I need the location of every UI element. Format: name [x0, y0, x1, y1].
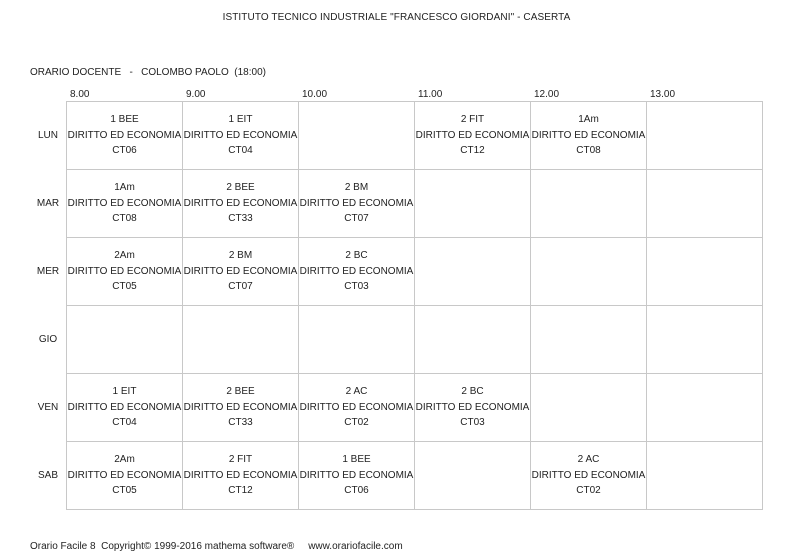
- lesson-class: 2 BM: [228, 250, 253, 262]
- lesson-class: 2Am: [114, 250, 135, 262]
- hour-label: 8.00: [70, 89, 90, 100]
- lesson-class: 1 BEE: [342, 454, 371, 466]
- empty-cell: [299, 306, 415, 374]
- lesson-subject: DIRITTO ED ECONOMIA: [67, 197, 182, 209]
- lesson-class: 2 AC: [345, 386, 368, 398]
- lesson-subject: DIRITTO ED ECONOMIA: [299, 197, 414, 209]
- lesson-class: 2 FIT: [460, 114, 485, 126]
- lesson-room: CT04: [112, 417, 137, 429]
- day-row: [30, 306, 763, 374]
- lesson-cell: [415, 374, 531, 442]
- lesson-cell: [299, 170, 415, 238]
- lesson-class: 1 EIT: [228, 114, 253, 126]
- lesson-subject: DIRITTO ED ECONOMIA: [183, 469, 298, 481]
- day-row: [30, 374, 763, 442]
- lesson-class: 1 EIT: [112, 386, 137, 398]
- lesson-cell: [183, 442, 299, 510]
- empty-cell: [415, 306, 531, 374]
- empty-cell: [647, 102, 763, 170]
- lesson-subject: DIRITTO ED ECONOMIA: [67, 129, 182, 141]
- day-row: [30, 170, 763, 238]
- empty-cell: [647, 374, 763, 442]
- empty-cell: [183, 306, 299, 374]
- lesson-cell: [299, 442, 415, 510]
- day-label: GIO: [38, 333, 58, 345]
- lesson-cell: [67, 238, 183, 306]
- lesson-cell: [183, 238, 299, 306]
- lesson-class: 2 FIT: [228, 454, 253, 466]
- day-label: LUN: [37, 129, 58, 141]
- day-row: [30, 442, 763, 510]
- empty-cell: [299, 102, 415, 170]
- day-label: MER: [36, 265, 60, 277]
- teacher-schedule-heading: ORARIO DOCENTE - COLOMBO PAOLO (18:00): [30, 67, 266, 78]
- hour-header-row: [0, 89, 793, 101]
- lesson-subject: DIRITTO ED ECONOMIA: [67, 469, 182, 481]
- lesson-room: CT07: [228, 281, 253, 293]
- day-label: MAR: [36, 197, 60, 209]
- lesson-room: CT12: [228, 485, 253, 497]
- hour-label: 9.00: [186, 89, 206, 100]
- empty-cell: [415, 238, 531, 306]
- day-label: SAB: [37, 469, 58, 481]
- lesson-room: CT08: [576, 145, 601, 157]
- day-label: VEN: [37, 401, 59, 413]
- lesson-subject: DIRITTO ED ECONOMIA: [415, 129, 530, 141]
- lesson-cell: [531, 102, 647, 170]
- lesson-class: 2 BEE: [226, 386, 255, 398]
- lesson-subject: DIRITTO ED ECONOMIA: [415, 401, 530, 413]
- lesson-cell: [415, 102, 531, 170]
- lesson-subject: DIRITTO ED ECONOMIA: [67, 401, 182, 413]
- hour-label: 11.00: [418, 89, 443, 100]
- lesson-cell: [299, 238, 415, 306]
- hour-label: 12.00: [534, 89, 560, 100]
- copyright-footer: Orario Facile 8 Copyright© 1999-2016 mathema software® www.orariofacile.com: [30, 541, 403, 552]
- empty-cell: [531, 306, 647, 374]
- lesson-room: CT03: [344, 281, 369, 293]
- lesson-class: 1Am: [578, 114, 599, 126]
- lesson-class: 2 BEE: [226, 182, 255, 194]
- lesson-cell: [67, 374, 183, 442]
- lesson-cell: [67, 442, 183, 510]
- empty-cell: [647, 238, 763, 306]
- lesson-cell: [531, 442, 647, 510]
- empty-cell: [647, 170, 763, 238]
- empty-cell: [647, 306, 763, 374]
- hour-label: 10.00: [302, 89, 328, 100]
- lesson-subject: DIRITTO ED ECONOMIA: [183, 401, 298, 413]
- lesson-room: CT06: [112, 145, 137, 157]
- day-row: [30, 238, 763, 306]
- lesson-subject: DIRITTO ED ECONOMIA: [299, 401, 414, 413]
- lesson-cell: [67, 102, 183, 170]
- lesson-room: CT02: [344, 417, 369, 429]
- empty-cell: [415, 442, 531, 510]
- lesson-subject: DIRITTO ED ECONOMIA: [531, 129, 646, 141]
- empty-cell: [647, 442, 763, 510]
- lesson-room: CT04: [228, 145, 253, 157]
- school-title: ISTITUTO TECNICO INDUSTRIALE "FRANCESCO GIORDANI" - CASERTA: [222, 12, 571, 23]
- lesson-cell: [183, 170, 299, 238]
- lesson-room: CT05: [112, 281, 137, 293]
- lesson-subject: DIRITTO ED ECONOMIA: [299, 469, 414, 481]
- lesson-class: 2 BM: [344, 182, 369, 194]
- lesson-cell: [183, 102, 299, 170]
- lesson-class: 2 BC: [345, 250, 368, 262]
- lesson-room: CT33: [228, 417, 253, 429]
- lesson-cell: [67, 170, 183, 238]
- lesson-room: CT03: [460, 417, 485, 429]
- lesson-room: CT33: [228, 213, 253, 225]
- lesson-room: CT06: [344, 485, 369, 497]
- lesson-class: 2Am: [114, 454, 135, 466]
- lesson-cell: [183, 374, 299, 442]
- empty-cell: [531, 238, 647, 306]
- lesson-class: 1Am: [114, 182, 135, 194]
- lesson-room: CT05: [112, 485, 137, 497]
- empty-cell: [531, 374, 647, 442]
- lesson-class: 2 BC: [461, 386, 484, 398]
- lesson-subject: DIRITTO ED ECONOMIA: [183, 129, 298, 141]
- day-row: [30, 102, 763, 170]
- lesson-subject: DIRITTO ED ECONOMIA: [183, 197, 298, 209]
- lesson-room: CT07: [344, 213, 369, 225]
- lesson-room: CT08: [112, 213, 137, 225]
- empty-cell: [531, 170, 647, 238]
- lesson-subject: DIRITTO ED ECONOMIA: [67, 265, 182, 277]
- hour-label: 13.00: [650, 89, 676, 100]
- lesson-class: 1 BEE: [110, 114, 139, 126]
- empty-cell: [67, 306, 183, 374]
- empty-cell: [415, 170, 531, 238]
- lesson-room: CT02: [576, 485, 601, 497]
- lesson-class: 2 AC: [577, 454, 600, 466]
- lesson-cell: [299, 374, 415, 442]
- timetable-grid: [30, 101, 763, 510]
- lesson-room: CT12: [460, 145, 485, 157]
- lesson-subject: DIRITTO ED ECONOMIA: [183, 265, 298, 277]
- lesson-subject: DIRITTO ED ECONOMIA: [531, 469, 646, 481]
- lesson-subject: DIRITTO ED ECONOMIA: [299, 265, 414, 277]
